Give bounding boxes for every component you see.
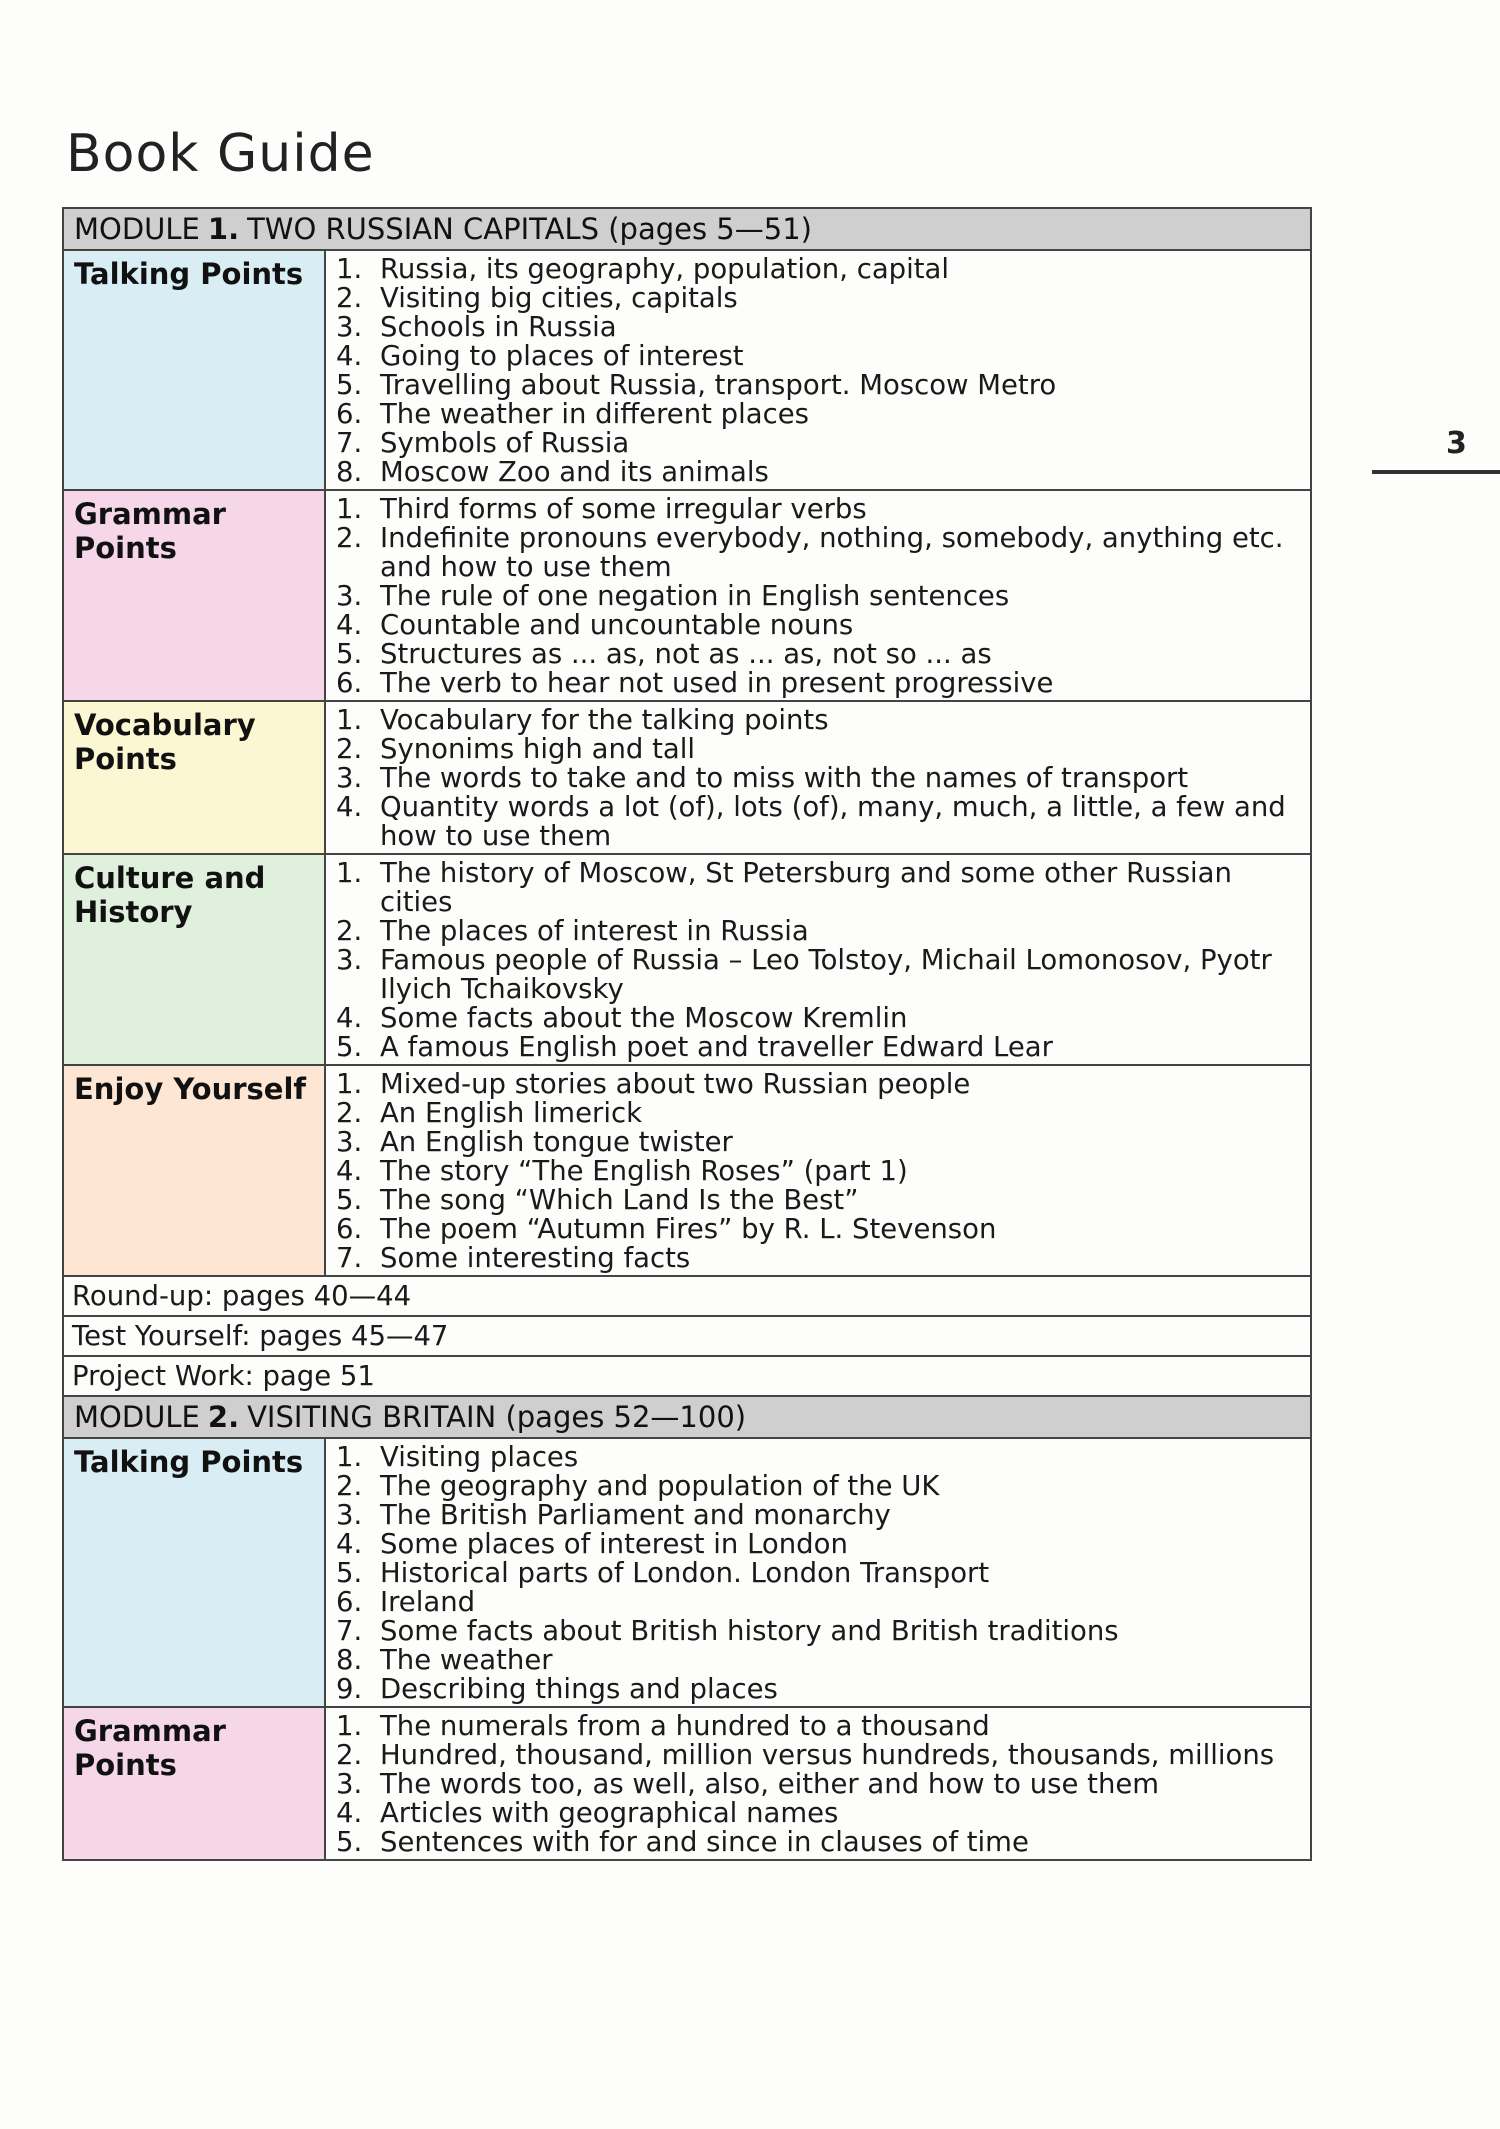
- item-number: 3.: [336, 944, 363, 976]
- item-number: 2.: [336, 1739, 363, 1771]
- list-item: [336, 1501, 1310, 1530]
- module-header: [64, 1397, 1310, 1439]
- item-number: 4.: [336, 609, 363, 641]
- list-item: [336, 371, 1310, 400]
- item-number: 1.: [336, 493, 363, 525]
- item-number: 8.: [336, 1644, 363, 1676]
- item-number: 5.: [336, 1557, 363, 1589]
- item-number: 4.: [336, 1002, 363, 1034]
- list-item: [336, 524, 1310, 582]
- list-item: [336, 1099, 1310, 1128]
- item-text: Countable and uncountable nouns: [380, 609, 854, 641]
- item-number: 4.: [336, 340, 363, 372]
- item-number: 1.: [336, 1441, 363, 1473]
- list-item: [336, 1588, 1310, 1617]
- item-text: Russia, its geography, population, capital: [380, 253, 950, 285]
- item-number: 5.: [336, 1184, 363, 1216]
- item-text: Some places of interest in London: [380, 1528, 848, 1560]
- list-item: [336, 313, 1310, 342]
- item-text: The weather in different places: [380, 398, 809, 430]
- item-text: Visiting big cities, capitals: [380, 282, 738, 314]
- list-item: [336, 1472, 1310, 1501]
- item-text: The story “The English Roses” (part 1): [380, 1155, 908, 1187]
- section-label: Grammar Points: [64, 1708, 326, 1859]
- list-item: [336, 1646, 1310, 1675]
- section-label: Culture and History: [64, 855, 326, 1064]
- section-label: Vocabulary Points: [64, 702, 326, 853]
- item-text: Third forms of some irregular verbs: [380, 493, 867, 525]
- item-number: 9.: [336, 1673, 363, 1705]
- item-number: 5.: [336, 638, 363, 670]
- item-text: The numerals from a hundred to a thousand: [380, 1710, 990, 1742]
- list-item: [336, 1770, 1310, 1799]
- page-number-rule: [1372, 470, 1500, 474]
- item-number: 6.: [336, 1213, 363, 1245]
- item-number: 2.: [336, 915, 363, 947]
- item-number: 5.: [336, 1826, 363, 1858]
- guide-section: [64, 702, 1310, 855]
- list-item: [336, 1617, 1310, 1646]
- item-text: The weather: [380, 1644, 553, 1676]
- list-item: [336, 1712, 1310, 1741]
- guide-section: [64, 855, 1310, 1066]
- item-number: 4.: [336, 1528, 363, 1560]
- section-items: [326, 491, 1310, 700]
- item-text: Structures as ... as, not as ... as, not so ... as: [380, 638, 992, 670]
- item-number: 5.: [336, 1031, 363, 1063]
- item-number: 7.: [336, 1242, 363, 1274]
- item-text: The song “Which Land Is the Best”: [380, 1184, 859, 1216]
- item-text: Schools in Russia: [380, 311, 617, 343]
- list-item: [336, 1530, 1310, 1559]
- item-text: Hundred, thousand, million versus hundreds, thousands, millions: [380, 1739, 1275, 1771]
- item-text: The poem “Autumn Fires” by R. L. Stevenson: [380, 1213, 997, 1245]
- page-number: 3: [1446, 426, 1467, 461]
- list-item: [336, 495, 1310, 524]
- item-text: A famous English poet and traveller Edward Lear: [380, 1031, 1053, 1063]
- list-item: [336, 458, 1310, 487]
- page-title: Book Guide: [66, 124, 375, 184]
- guide-section: [64, 1066, 1310, 1277]
- module-header: [64, 209, 1310, 251]
- item-text: The verb to hear not used in present progressive: [380, 667, 1054, 699]
- item-number: 2.: [336, 282, 363, 314]
- item-text: Articles with geographical names: [380, 1797, 839, 1829]
- section-items: [326, 1066, 1310, 1275]
- item-text: Synonims high and tall: [380, 733, 696, 765]
- section-label: Grammar Points: [64, 491, 326, 700]
- item-text: Visiting places: [380, 1441, 579, 1473]
- list-item: [336, 1157, 1310, 1186]
- item-number: 2.: [336, 1097, 363, 1129]
- item-text: The words too, as well, also, either and how to use them: [380, 1768, 1160, 1800]
- item-text: Some facts about the Moscow Kremlin: [380, 1002, 908, 1034]
- list-item: [336, 735, 1310, 764]
- list-item: [336, 1070, 1310, 1099]
- item-number: 3.: [336, 1768, 363, 1800]
- item-text: Moscow Zoo and its animals: [380, 456, 769, 488]
- item-number: 1.: [336, 253, 363, 285]
- list-item: [336, 1559, 1310, 1588]
- item-text: Going to places of interest: [380, 340, 744, 372]
- item-text: Mixed-up stories about two Russian people: [380, 1068, 971, 1100]
- item-text: Some facts about British history and British traditions: [380, 1615, 1119, 1647]
- item-number: 4.: [336, 791, 363, 823]
- module-number: 2.: [207, 1400, 240, 1434]
- list-item: [336, 1443, 1310, 1472]
- item-number: 2.: [336, 522, 363, 554]
- item-text: Ireland: [380, 1586, 476, 1618]
- list-item: [336, 1186, 1310, 1215]
- item-text: The rule of one negation in English sentences: [380, 580, 1010, 612]
- list-item: [336, 1675, 1310, 1704]
- section-items: [326, 855, 1310, 1064]
- section-label: Enjoy Yourself: [64, 1066, 326, 1275]
- item-text: Describing things and places: [380, 1673, 778, 1705]
- section-items: [326, 1439, 1310, 1706]
- item-text: Historical parts of London. London Transport: [380, 1557, 990, 1589]
- section-items: [326, 251, 1310, 489]
- item-number: 6.: [336, 398, 363, 430]
- list-item: [336, 1033, 1310, 1062]
- list-item: [336, 1004, 1310, 1033]
- guide-section: [64, 251, 1310, 491]
- item-text: An English tongue twister: [380, 1126, 733, 1158]
- list-item: [336, 706, 1310, 735]
- guide-section: [64, 1439, 1310, 1708]
- item-text: The geography and population of the UK: [380, 1470, 940, 1502]
- module-number: 1.: [207, 212, 240, 246]
- list-item: [336, 1799, 1310, 1828]
- module-extra-row: Round-up: pages 40—44: [64, 1277, 1310, 1317]
- item-number: 4.: [336, 1155, 363, 1187]
- item-text: The British Parliament and monarchy: [380, 1499, 891, 1531]
- list-item: [336, 400, 1310, 429]
- section-label: Talking Points: [64, 1439, 326, 1706]
- item-number: 2.: [336, 1470, 363, 1502]
- item-text: Sentences with for and since in clauses of time: [380, 1826, 1029, 1858]
- section-items: [326, 1708, 1310, 1859]
- list-item: [336, 1244, 1310, 1273]
- item-number: 8.: [336, 456, 363, 488]
- section-items: [326, 702, 1310, 853]
- item-number: 1.: [336, 1710, 363, 1742]
- list-item: [336, 1828, 1310, 1857]
- item-number: 1.: [336, 1068, 363, 1100]
- list-item: [336, 582, 1310, 611]
- item-number: 7.: [336, 427, 363, 459]
- module-title: TWO RUSSIAN CAPITALS (pages 5—51): [247, 212, 812, 246]
- section-label: Talking Points: [64, 251, 326, 489]
- module-label: MODULE: [74, 212, 200, 246]
- item-text: Symbols of Russia: [380, 427, 630, 459]
- item-number: 1.: [336, 857, 363, 889]
- item-number: 3.: [336, 1499, 363, 1531]
- list-item: [336, 764, 1310, 793]
- list-item: [336, 611, 1310, 640]
- item-number: 1.: [336, 704, 363, 736]
- guide-section: [64, 1708, 1310, 1859]
- item-text: Famous people of Russia – Leo Tolstoy, Michail Lomonosov, Pyotr Ilyich Tchaikovsky: [380, 944, 1272, 1005]
- item-number: 3.: [336, 311, 363, 343]
- item-text: Travelling about Russia, transport. Moscow Metro: [380, 369, 1057, 401]
- list-item: [336, 946, 1310, 1004]
- item-number: 2.: [336, 733, 363, 765]
- module-title: VISITING BRITAIN (pages 52—100): [247, 1400, 747, 1434]
- item-text: Some interesting facts: [380, 1242, 691, 1274]
- list-item: [336, 917, 1310, 946]
- item-text: Vocabulary for the talking points: [380, 704, 829, 736]
- item-number: 7.: [336, 1615, 363, 1647]
- item-text: The history of Moscow, St Petersburg and some other Russian cities: [380, 857, 1232, 918]
- item-number: 3.: [336, 1126, 363, 1158]
- list-item: [336, 429, 1310, 458]
- list-item: [336, 640, 1310, 669]
- list-item: [336, 793, 1310, 851]
- item-text: The places of interest in Russia: [380, 915, 809, 947]
- item-number: 3.: [336, 580, 363, 612]
- list-item: [336, 284, 1310, 313]
- list-item: [336, 342, 1310, 371]
- list-item: [336, 1741, 1310, 1770]
- item-number: 6.: [336, 1586, 363, 1618]
- item-number: 5.: [336, 369, 363, 401]
- module-extra-row: Project Work: page 51: [64, 1357, 1310, 1397]
- item-text: An English limerick: [380, 1097, 643, 1129]
- item-number: 6.: [336, 667, 363, 699]
- list-item: [336, 1215, 1310, 1244]
- list-item: [336, 255, 1310, 284]
- item-number: 4.: [336, 1797, 363, 1829]
- item-text: Indefinite pronouns everybody, nothing, somebody, anything etc. and how to use them: [380, 522, 1284, 583]
- item-text: Quantity words a lot (of), lots (of), many, much, a little, a few and how to use them: [380, 791, 1286, 852]
- list-item: [336, 859, 1310, 917]
- guide-section: [64, 491, 1310, 702]
- item-number: 3.: [336, 762, 363, 794]
- module-label: MODULE: [74, 1400, 200, 1434]
- module-extra-row: Test Yourself: pages 45—47: [64, 1317, 1310, 1357]
- list-item: [336, 669, 1310, 698]
- item-text: The words to take and to miss with the names of transport: [380, 762, 1189, 794]
- book-guide-table: [62, 207, 1312, 1861]
- list-item: [336, 1128, 1310, 1157]
